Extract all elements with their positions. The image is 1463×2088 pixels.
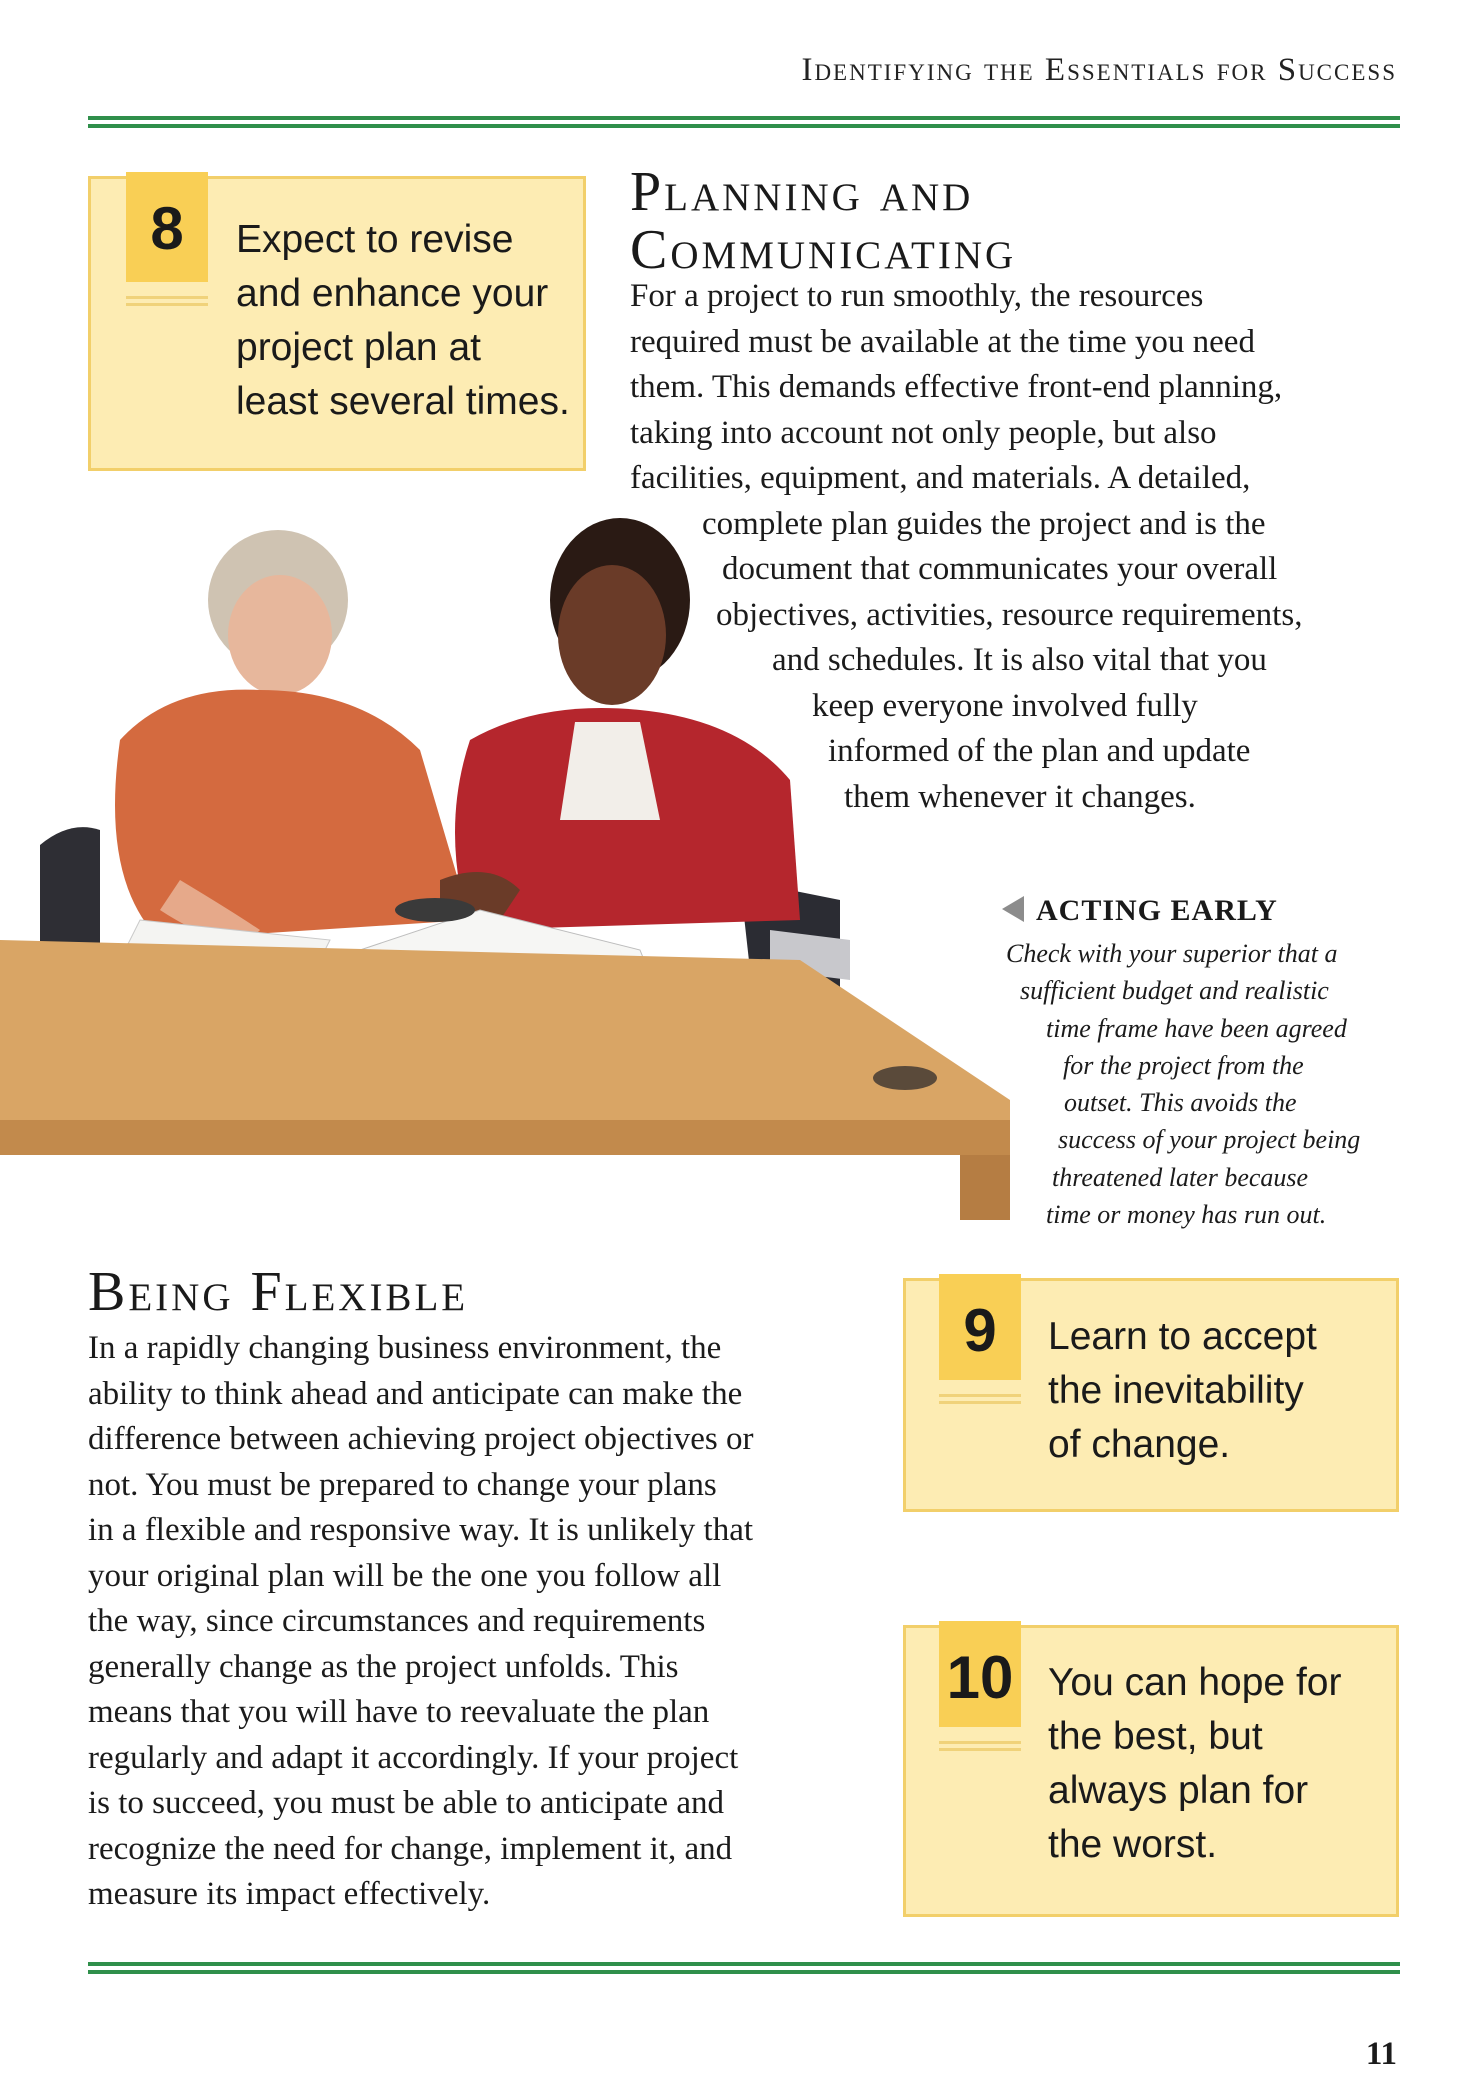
desk-grommet: [873, 1066, 937, 1090]
bottom-rule: [88, 1962, 1400, 1974]
desk-top: [0, 940, 1010, 1120]
planning-body: For a project to run smoothly, the resources required must be available at the time you need them. This demands effective front-end planning, taking into account not only people, but also facilities, equipment, and materials. A detailed, complete plan guides the project and is the document that communicates your overall objectives, activities, resource requirements, and schedules. It is also vital that you keep everyone involved fully informed of the plan and update them whenever it changes.: [630, 278, 1303, 815]
page-number: 11: [1365, 2036, 1397, 2072]
tip-text-9: Learn to accept the inevitability of change.: [1048, 1315, 1317, 1466]
tip-divider-8: [126, 296, 208, 310]
tip-number-9: 9: [963, 1297, 997, 1364]
tip-text-10: You can hope for the best, but always plan for the worst.: [1048, 1661, 1342, 1866]
flexible-heading: Being Flexible: [88, 1261, 469, 1323]
acting-early-text: Check with your superior that a sufficient budget and realistic time frame have been agreed for the project from the outset. This avoids the success of your project being threatened later because time or money has run out.: [1006, 939, 1361, 1230]
top-rule: [88, 116, 1400, 128]
running-head: Identifying the Essentials for Success: [801, 52, 1397, 88]
desk-edge: [0, 1120, 1010, 1155]
tip-divider-9: [939, 1394, 1021, 1408]
woman-left-face: [228, 575, 332, 695]
tip-number-10: 10: [946, 1644, 1014, 1711]
desk-leg: [960, 1155, 1010, 1220]
planning-heading: Planning and Communicating: [630, 161, 1017, 281]
flexible-body: In a rapidly changing business environment, the ability to think ahead and anticipate can make the difference between achieving project objectives or not. You must be prepared to change your plans in a flexible and responsive way. It is unlikely that your original plan will be the one you follow all the way, since circumstances and requirements generally change as the project unfolds. This means that you will have to reevaluate the plan regularly and adapt it accordingly. If your project is to succeed, you must be able to anticipate and recognize the need for change, implement it, and measure its impact effectively.: [88, 1330, 754, 1912]
tip-text-8: Expect to revise and enhance your project plan at least several times.: [236, 218, 570, 423]
calculator: [395, 898, 475, 922]
meeting-photo: [0, 500, 1020, 1220]
tip-divider-10: [939, 1741, 1021, 1755]
tip-number-8: 8: [150, 195, 184, 262]
arrow-left-icon: [1002, 896, 1024, 922]
woman-right-face: [558, 565, 666, 705]
acting-early-heading: ACTING EARLY: [1002, 894, 1278, 928]
